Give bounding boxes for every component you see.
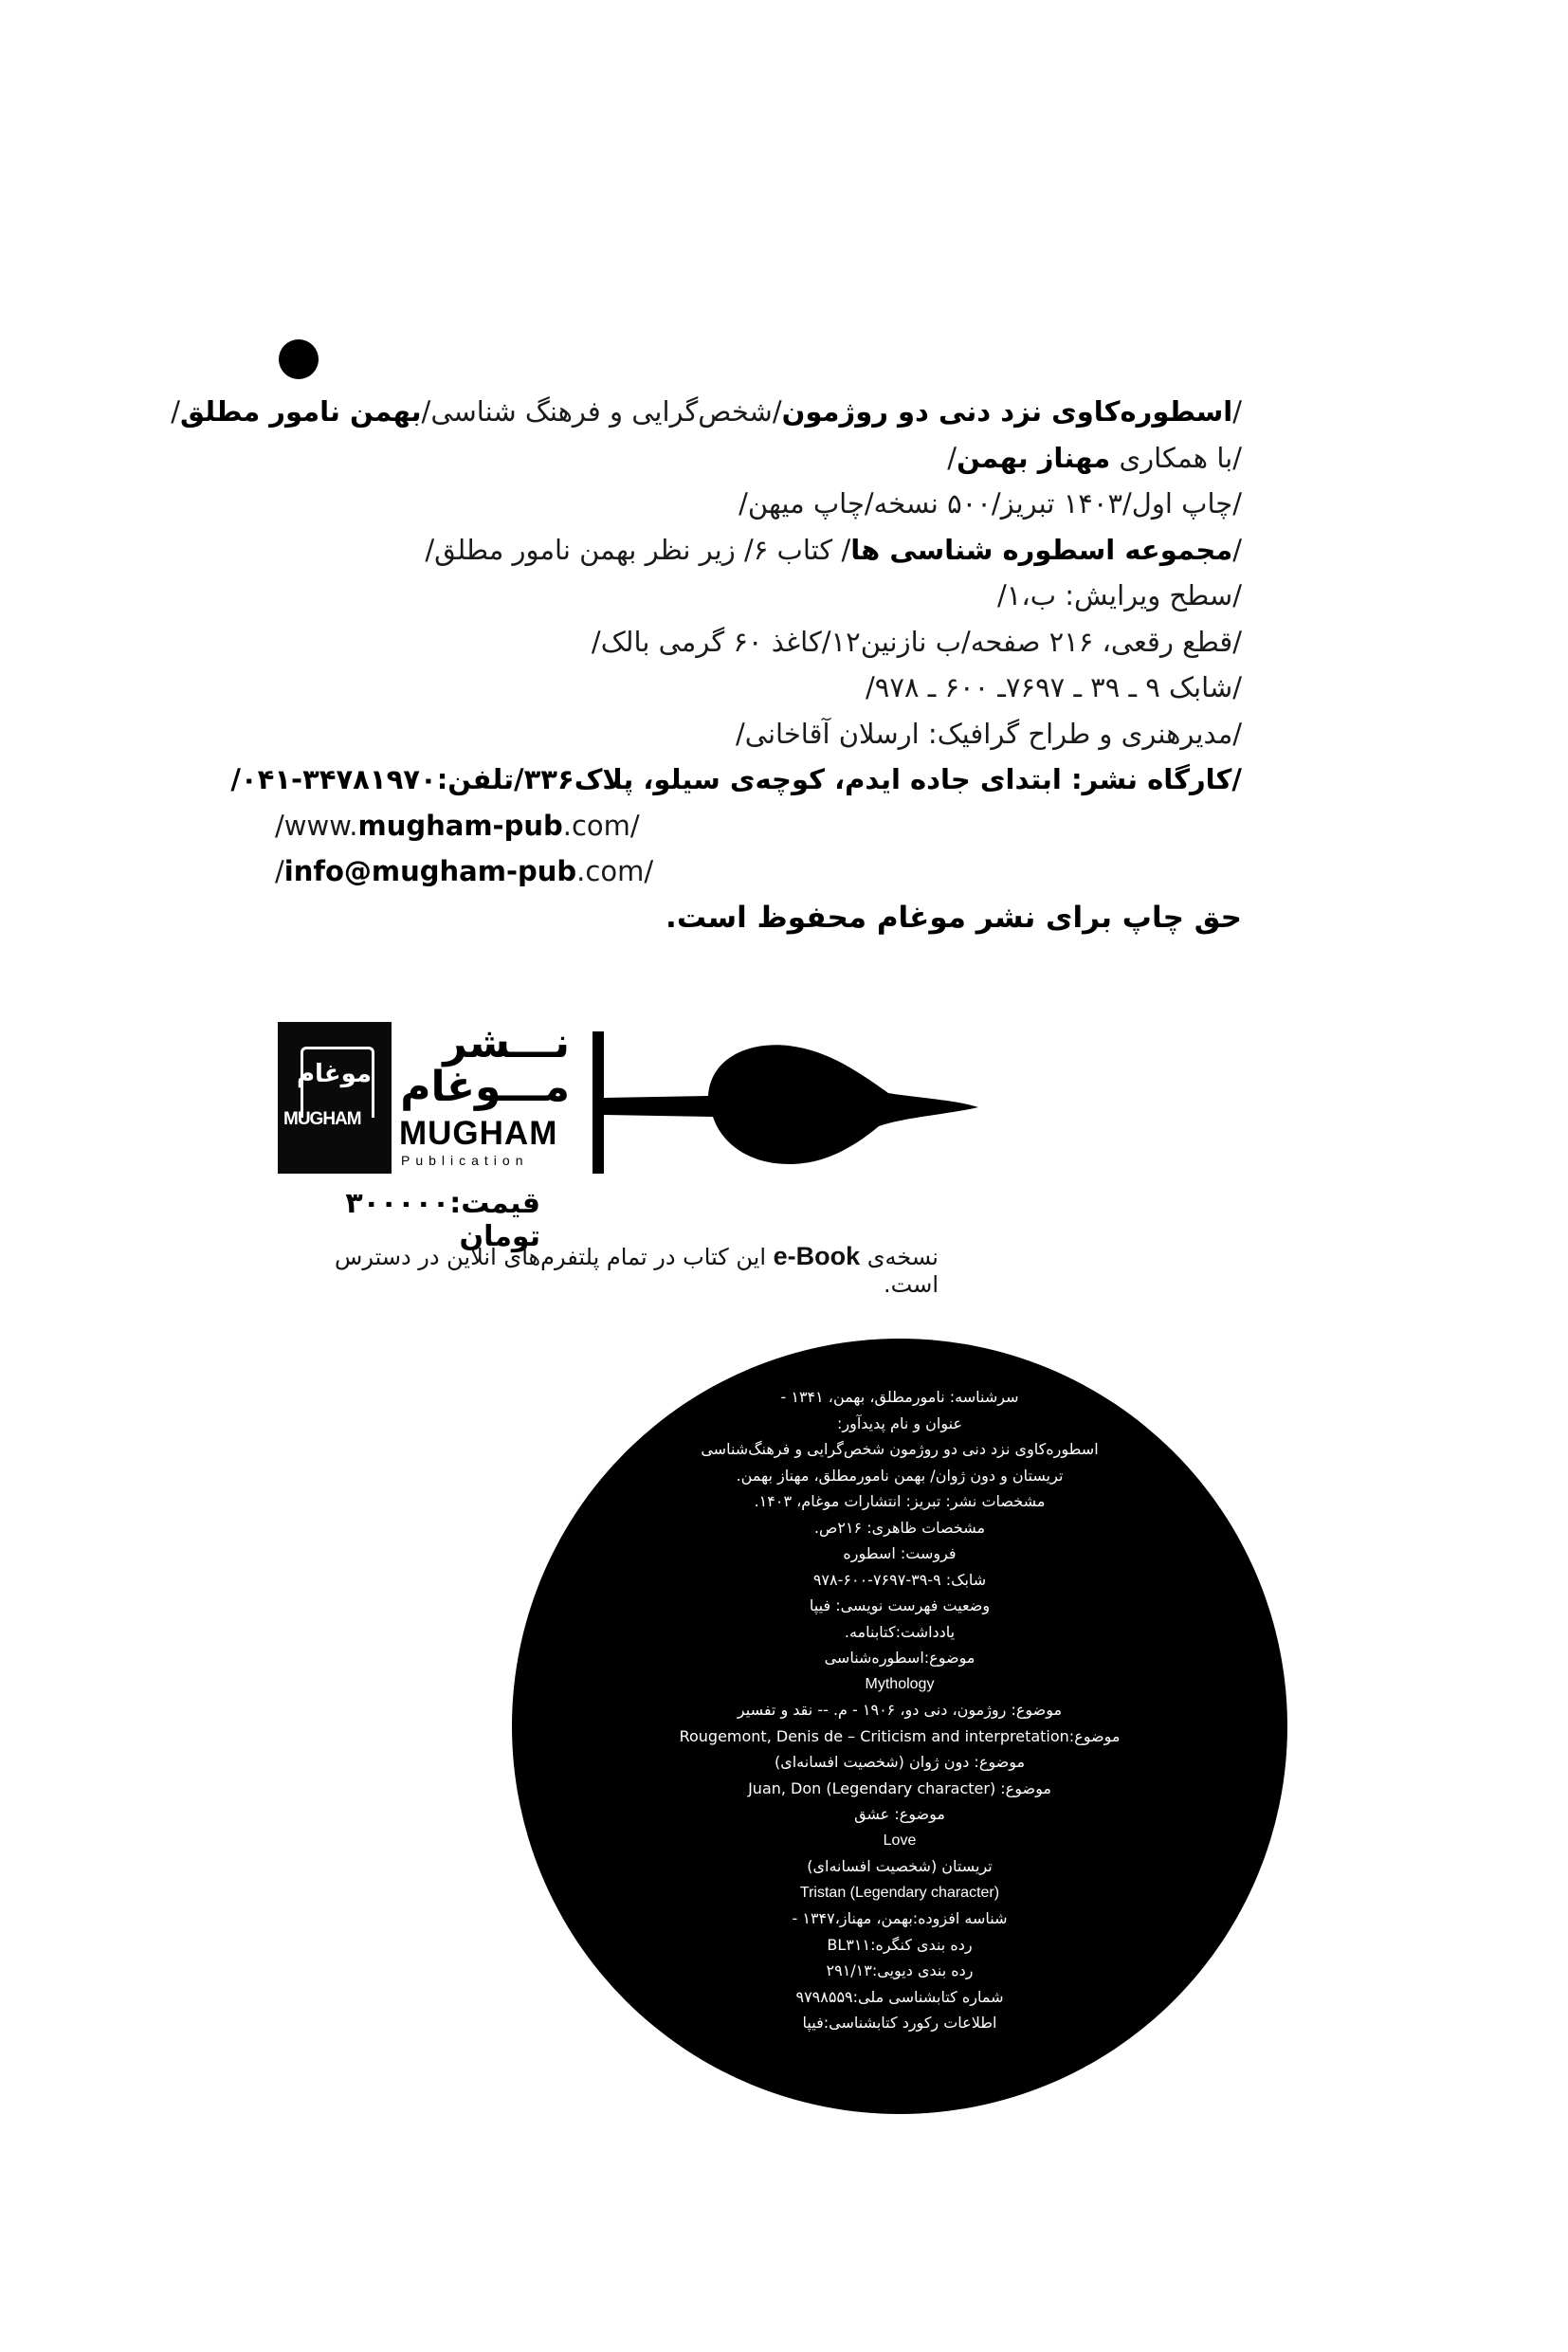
info-line-edition: /چاپ اول/۱۴۰۳ تبریز/۵۰۰ نسخه/چاپ میهن/ <box>738 487 1242 520</box>
catalog-line: موضوع: عشق <box>854 1805 945 1823</box>
collab-label: /با همکاری <box>1110 441 1242 474</box>
ebook-notice <box>275 1242 939 1298</box>
email-prefix: / <box>275 855 284 887</box>
copyright-notice <box>275 895 1242 941</box>
emblem-fa-text: موغام <box>297 1060 372 1088</box>
website-domain: mugham-pub <box>357 809 563 842</box>
catalog-line: Love <box>883 1832 917 1849</box>
catalog-line: رده بندی کنگره:BL۳۱۱ <box>827 1935 973 1954</box>
logo-divider <box>593 1031 604 1174</box>
catalog-line: تریستان (شخصیت افسانه‌ای) <box>807 1857 993 1875</box>
logo-subtitle: Publication <box>401 1153 529 1168</box>
catalog-line: شابک: ۹-۳۹-۷۶۹۷-۶۰۰-۹۷۸ <box>812 1570 987 1589</box>
ebook-pre: نسخه‌ی <box>860 1244 939 1270</box>
catalog-line: مشخصات ظاهری: ۲۱۶ص. <box>813 1518 986 1537</box>
catalog-line: اسطوره‌کاوی نزد دنی دو روژمون شخص‌گرایی و فرهنگ‌شناسی <box>701 1440 1099 1458</box>
series-name: مجموعه اسطوره شناسی ها <box>850 533 1233 566</box>
catalog-line: یادداشت:کتابنامه. <box>844 1622 956 1641</box>
separator: / <box>1232 395 1242 428</box>
publisher-address: /کارگاه نشر: ابتدای جاده ایدم، کوچه‌ی سیلو، پلاک۳۳۶/تلفن:۳۴۷۸۱۹۷۰-۰۴۱/ <box>230 763 1242 795</box>
info-line-edit-level: /سطح ویرایش: ب،۱/ <box>997 579 1242 611</box>
catalog-line: موضوع: دون ژوان (شخصیت افسانه‌ای) <box>774 1753 1026 1771</box>
bullet-dot <box>279 339 319 379</box>
catalog-circle <box>512 1339 1287 2114</box>
catalog-line: Tristan (Legendary character) <box>799 1884 1000 1901</box>
publisher-logo <box>278 1019 979 1174</box>
info-line-designer: /مدیرهنری و طراح گرافیک: ارسلان آقاخانی/ <box>736 717 1242 750</box>
separator: / <box>1232 533 1242 566</box>
catalog-line: رده بندی دیویی:۲۹۱/۱۳ <box>826 1961 974 1979</box>
website-link[interactable] <box>275 803 1242 849</box>
catalog-line: مشخصات نشر: تبریز: انتشارات موغام، ۱۴۰۳. <box>754 1492 1046 1510</box>
book-title: اسطوره‌کاوی نزد دنی دو روژمون <box>781 395 1233 428</box>
author-name: بهمن نامور مطلق <box>179 395 422 428</box>
logo-fa-line2: مـــوغام <box>400 1063 570 1111</box>
separator: / <box>947 441 957 474</box>
info-line-isbn: /شابک ۹ ـ ۳۹ ـ ۷۶۹۷ـ ۶۰۰ ـ ۹۷۸/ <box>866 671 1242 703</box>
catalog-line: فروست: اسطوره <box>843 1544 957 1562</box>
catalog-line: موضوع: Juan, Don (Legendary character) <box>748 1778 1051 1797</box>
email-suffix: .com/ <box>576 855 654 887</box>
ebook-label: e-Book <box>773 1242 861 1270</box>
catalog-line: شماره کتابشناسی ملی:۹۷۹۸۵۵۹ <box>795 1987 1004 2006</box>
email-link[interactable] <box>275 848 1242 895</box>
catalog-line: موضوع: روژمون، دنی دو، ۱۹۰۶ - م. -- نقد و تفسیر <box>737 1701 1063 1719</box>
copyright-text: حق چاپ برای نشر موغام محفوظ است. <box>665 900 1242 935</box>
book-info-block <box>171 389 1242 940</box>
logo-emblem <box>278 1022 392 1174</box>
info-line-collaborator <box>275 435 1242 482</box>
catalog-line: Mythology <box>865 1675 935 1692</box>
catalog-record <box>512 1384 1287 2036</box>
email-user: info@mugham-pub <box>283 855 577 887</box>
bird-icon <box>604 1022 983 1183</box>
info-line-address <box>230 757 1242 803</box>
separator: / <box>171 395 180 428</box>
info-line-title <box>171 389 1242 435</box>
collaborator-name: مهناز بهمن <box>957 441 1111 474</box>
info-line-series <box>275 527 1242 574</box>
ebook-post: این کتاب در تمام پلتفرم‌های آنلاین در دسترس است. <box>335 1244 939 1298</box>
info-line-format: /قطع رقعی، ۲۱۶ صفحه/ب نازنین۱۲/کاغذ ۶۰ گرمی بالک/ <box>591 625 1242 658</box>
catalog-line: وضعیت فهرست نویسی: فیپا <box>809 1596 991 1614</box>
catalog-line: سرشناسه: نامورمطلق، بهمن، ۱۳۴۱ - <box>780 1388 1019 1406</box>
price-label: قیمت:۳۰۰۰۰۰ تومان <box>345 1187 540 1253</box>
catalog-line: موضوع:Rougemont, Denis de – Criticism and interpretation <box>679 1726 1121 1745</box>
emblem-en-text: MUGHAM <box>283 1109 361 1129</box>
logo-fa-line1: نـــشر <box>443 1019 570 1067</box>
catalog-line: موضوع:اسطوره‌شناسی <box>824 1649 975 1667</box>
logo-en-wordmark: MUGHAM <box>399 1115 558 1152</box>
website-suffix: .com/ <box>562 809 640 842</box>
series-detail: / کتاب ۶/ زیر نظر بهمن نامور مطلق/ <box>425 533 851 566</box>
catalog-line: اطلاعات رکورد کتابشناسی:فیپا <box>802 2014 997 2032</box>
logo-fa-wordmark <box>399 1019 570 1111</box>
catalog-line: تریستان و دون ژوان/ بهمن نامورمطلق، مهناز بهمن. <box>736 1466 1064 1485</box>
website-prefix: /www. <box>275 809 358 842</box>
catalog-line: شناسه افزوده:بهمن، مهناز،۱۳۴۷ - <box>792 1909 1008 1927</box>
book-subtitle: /شخص‌گرایی و فرهنگ شناسی/ <box>421 395 782 428</box>
catalog-line: عنوان و نام پدیدآور: <box>836 1413 963 1432</box>
